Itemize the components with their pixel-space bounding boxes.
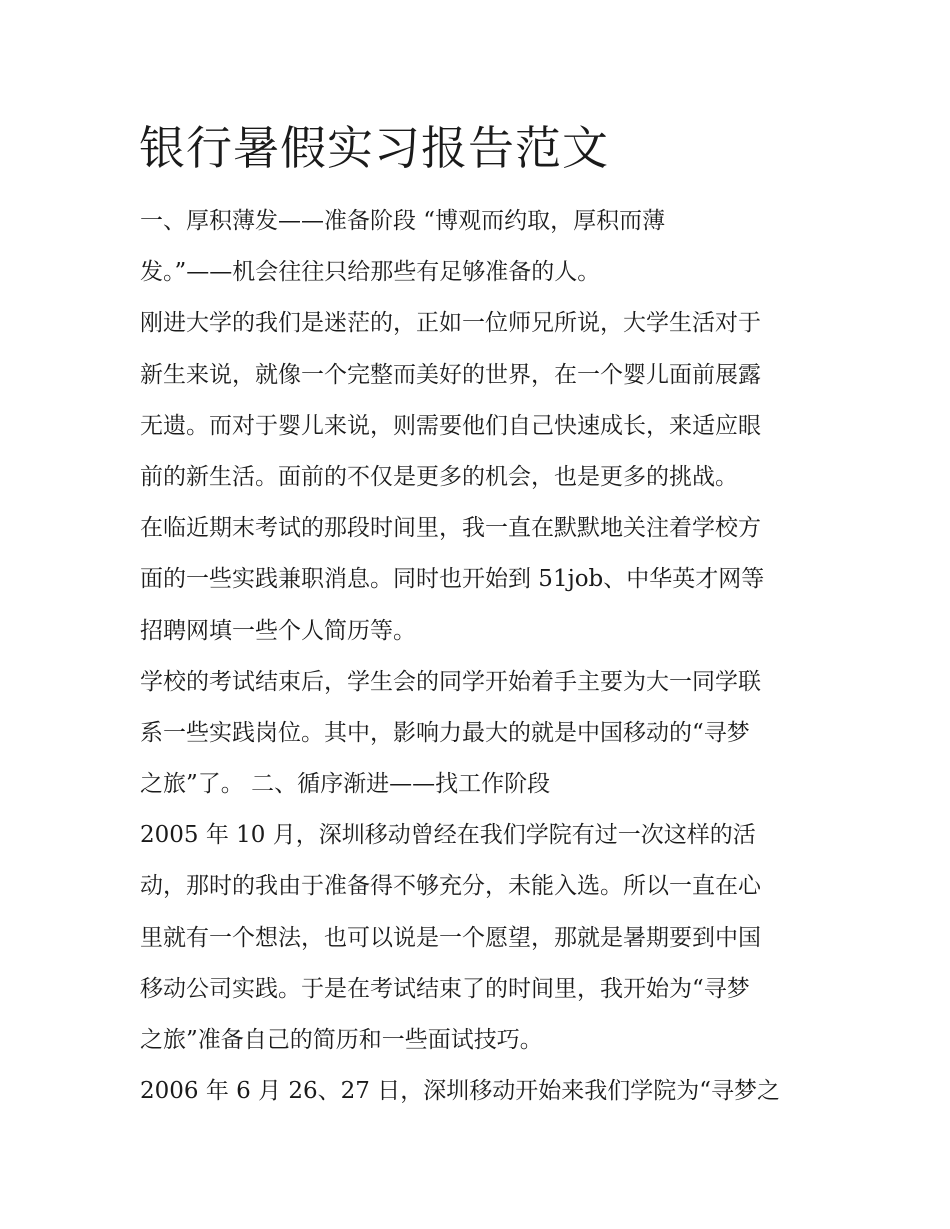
text-line: 移动公司实践。于是在考试结束了的时间里，我开始为“寻梦	[140, 975, 750, 1002]
text-line: 在临近期末考试的那段时间里，我一直在默默地关注着学校方	[140, 515, 761, 542]
text-line: 系一些实践岗位。其中，影响力最大的就是中国移动的“寻梦	[140, 719, 750, 746]
text-line: 新生来说，就像一个完整而美好的世界，在一个婴儿面前展露	[140, 361, 761, 388]
text-line: 学校的考试结束后，学生会的同学开始着手主要为大一同学联	[140, 668, 761, 695]
text-line: 2005 年 10 月，深圳移动曾经在我们学院有过一次这样的活	[140, 822, 756, 849]
text-line: 刚进大学的我们是迷茫的，正如一位师兄所说，大学生活对于	[140, 310, 761, 337]
document-body	[140, 196, 820, 1117]
text-line: 一、厚积薄发——准备阶段 “博观而约取，厚积而薄	[140, 208, 666, 234]
text-line: 无遗。而对于婴儿来说，则需要他们自己快速成长，来适应眼	[140, 412, 761, 439]
text-line: 发。”——机会往往只给那些有足够准备的人。	[140, 259, 601, 286]
text-line: 动，那时的我由于准备得不够充分，未能入选。所以一直在心	[140, 873, 761, 900]
text-line: 之旅”准备自己的简历和一些面试技巧。	[140, 1027, 543, 1053]
text-line: 面的一些实践兼职消息。同时也开始到 51job、中华英才网等	[140, 566, 765, 593]
text-line: 招聘网填一些个人简历等。	[140, 617, 416, 644]
document-title: 银行暑假实习报告范文	[139, 121, 609, 175]
text-line: 2006 年 6 月 26、27 日，深圳移动开始来我们学院为“寻梦之	[140, 1078, 781, 1105]
text-line: 前的新生活。面前的不仅是更多的机会，也是更多的挑战。	[140, 463, 738, 490]
text-line: 里就有一个想法，也可以说是一个愿望，那就是暑期要到中国	[140, 924, 761, 951]
text-line: 之旅”了。 二、循序渐进——找工作阶段	[140, 771, 551, 798]
